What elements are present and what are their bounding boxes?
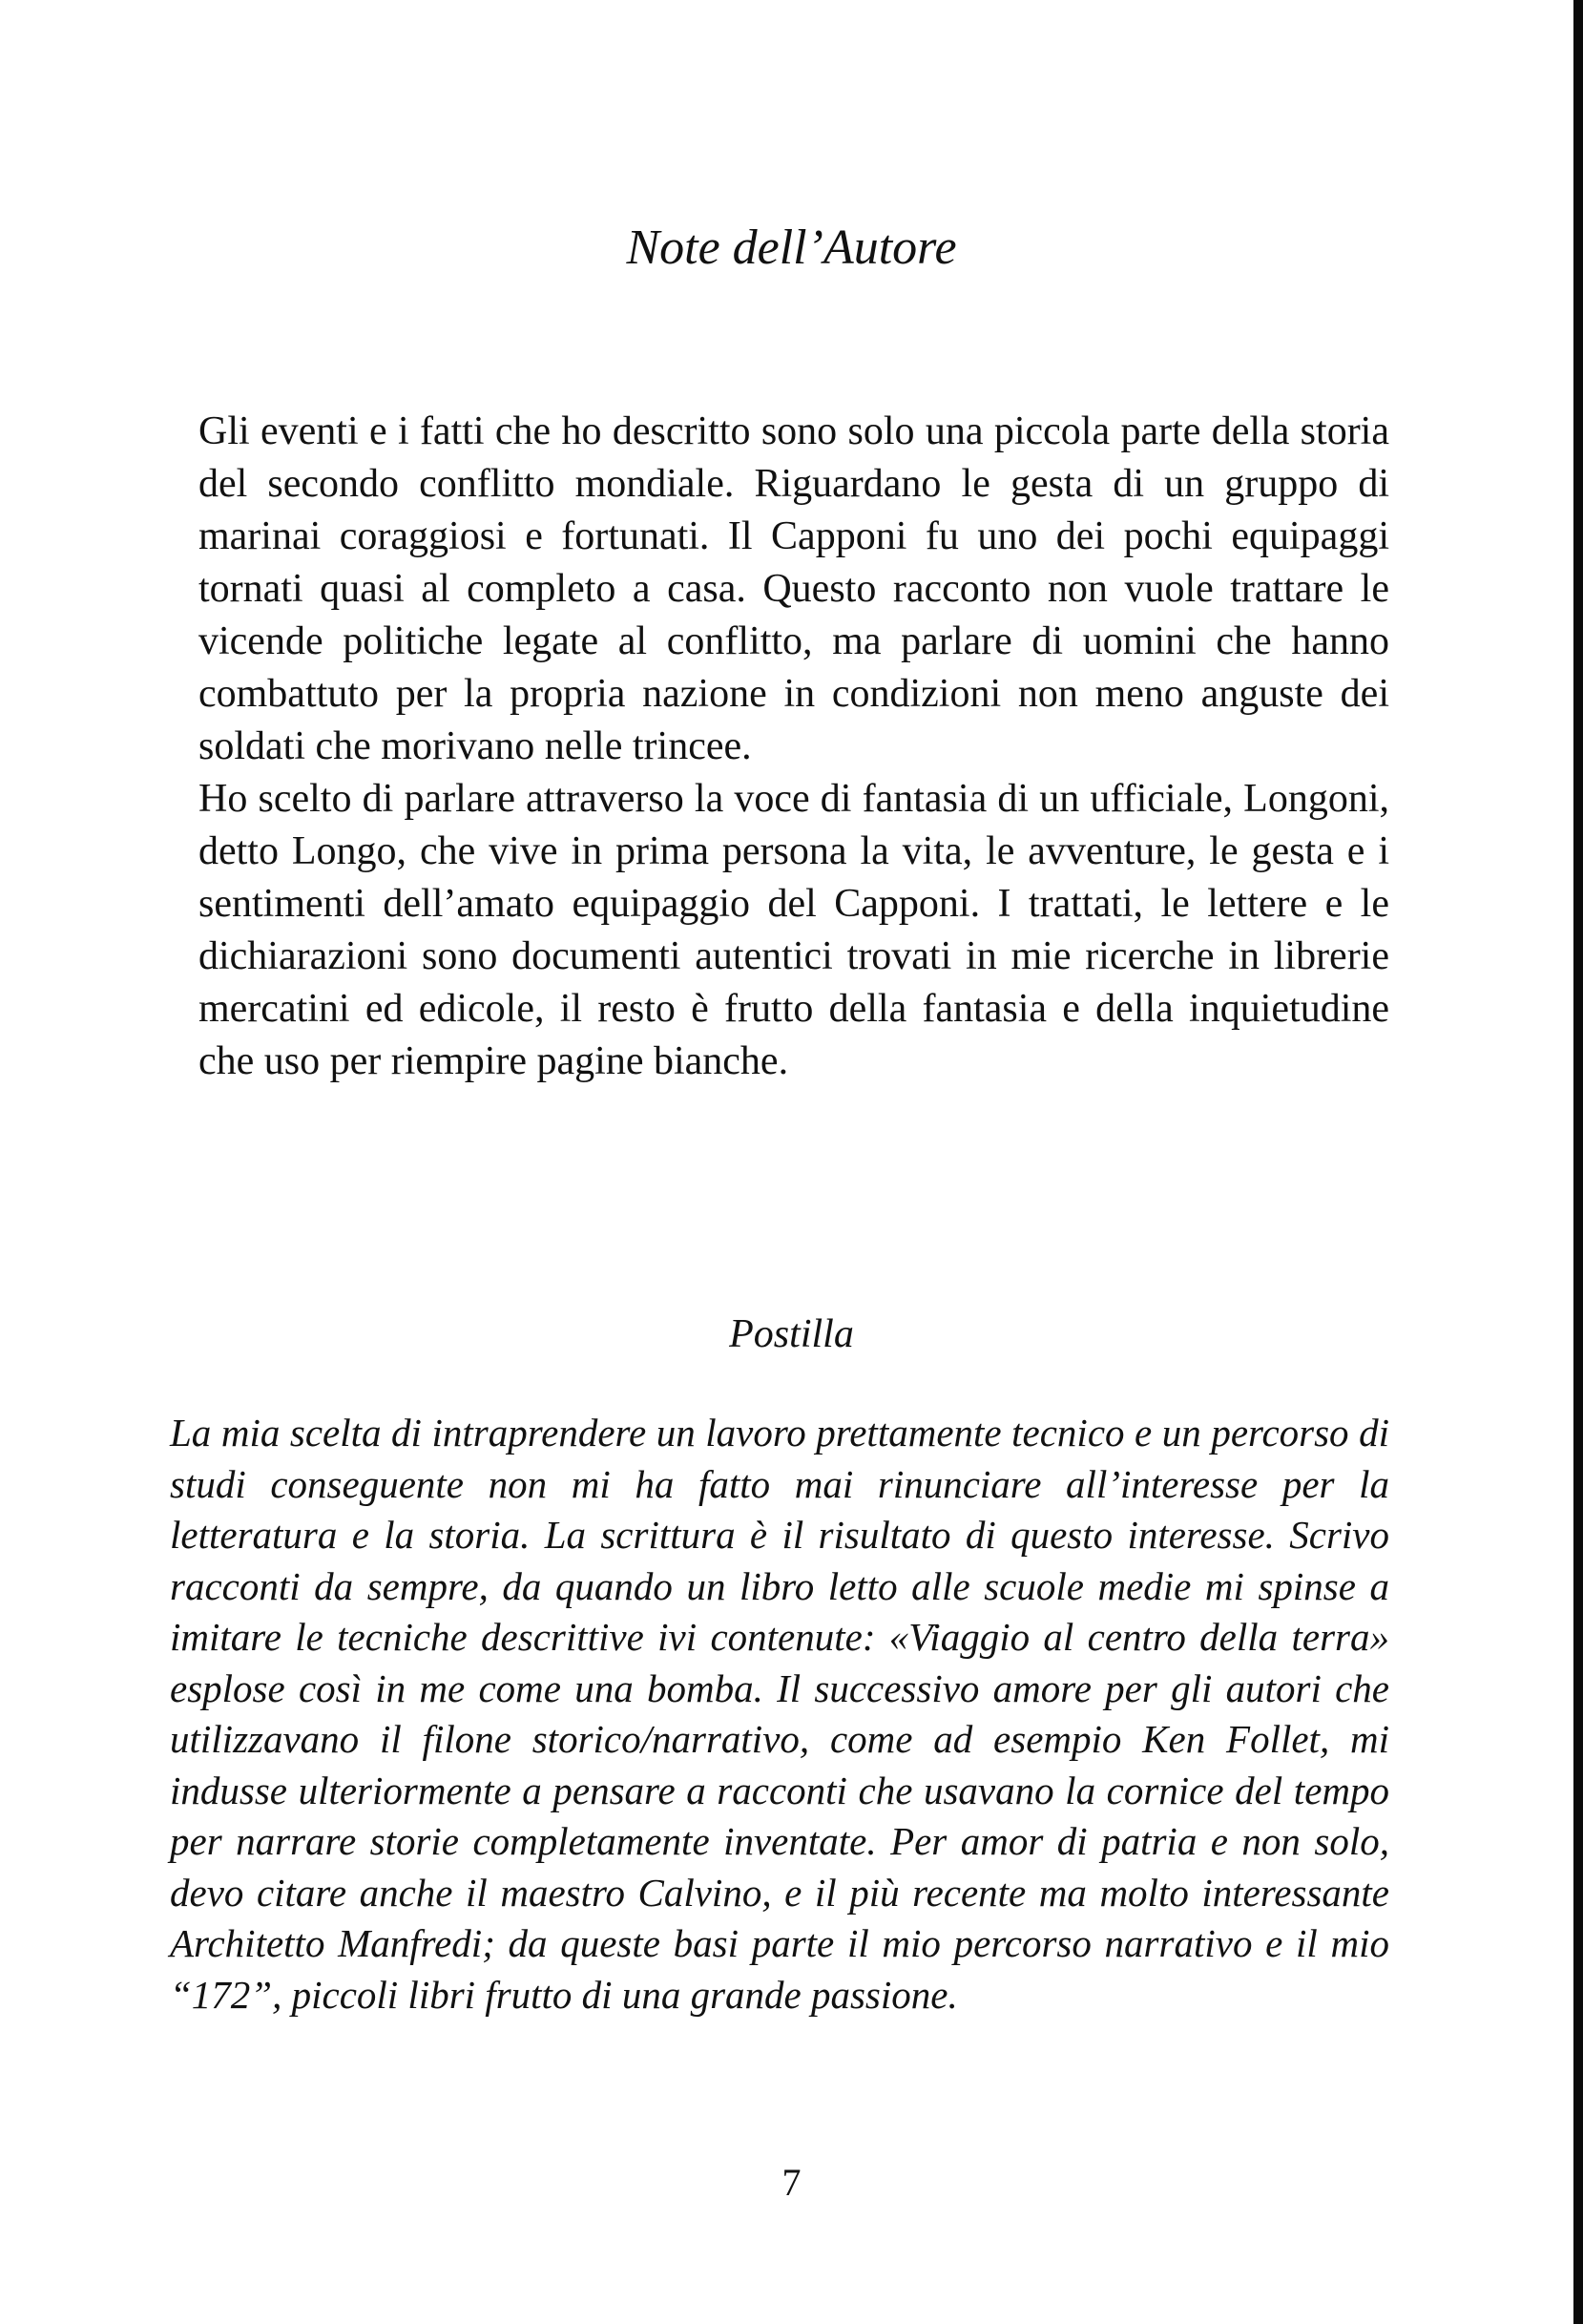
postilla-text: La mia scelta di intraprendere un lavoro prettamente tecnico e un percorso di studi conseguente non mi ha fatto mai rinunciare all’interesse per la letteratura e la storia. La scrittura è il risultato di questo interesse. Scrivo racconti da sempre, da quando un libro letto alle scuole medie mi spinse a imitare le tecniche descrittive ivi contenute: «Viaggio al centro della terra» esplose così in me come una bomba. Il successivo amore per gli autori che utilizzavano il filone storico/narrativo, come ad esempio Ken Follet, mi indusse ulteriormente a pensare a racconti che usavano la cornice del tempo per narrare storie completamente inventate. Per amor di patria e non solo, devo citare anche il maestro Calvino, e il più recente ma molto interessante Architetto Manfredi; da queste basi parte il mio percorso narrativo e il mio “172”, piccoli libri frutto di una grande passione. (170, 1411, 1389, 2017)
page-number: 7 (781, 2161, 802, 2204)
paragraph-1: Gli eventi e i fatti che ho descritto sono solo una piccola parte della storia del secondo conflitto mondiale. Riguardano le gesta di un gruppo di marinai coraggiosi e fortunati. Il Capponi fu uno dei pochi equipaggi tornati quasi al completo a casa. Questo racconto non vuole trattare le vicende politiche legate al conflitto, ma parlare di uomini che hanno combattuto per la propria nazione in condizioni non meno anguste dei soldati che morivano nelle trincee. (198, 409, 1389, 768)
paragraph-2: Ho scelto di parlare attraverso la voce di fantasia di un ufficiale, Longoni, detto Longo, che vive in prima persona la vita, le avventure, le gesta e i sentimenti dell’amato equipaggio del Capponi. I trattati, le lettere e le dichiarazioni sono documenti autentici trovati in mie ricerche in librerie mercatini ed edicole, il resto è frutto della fantasia e della inquietudine che uso per riempire pagine bianche. (198, 777, 1389, 1083)
postilla-heading: Postilla (729, 1312, 854, 1356)
page-edge-shadow (1573, 0, 1583, 2324)
page-title: Note dell’Autore (626, 220, 957, 275)
author-notes-body (198, 406, 1389, 1088)
